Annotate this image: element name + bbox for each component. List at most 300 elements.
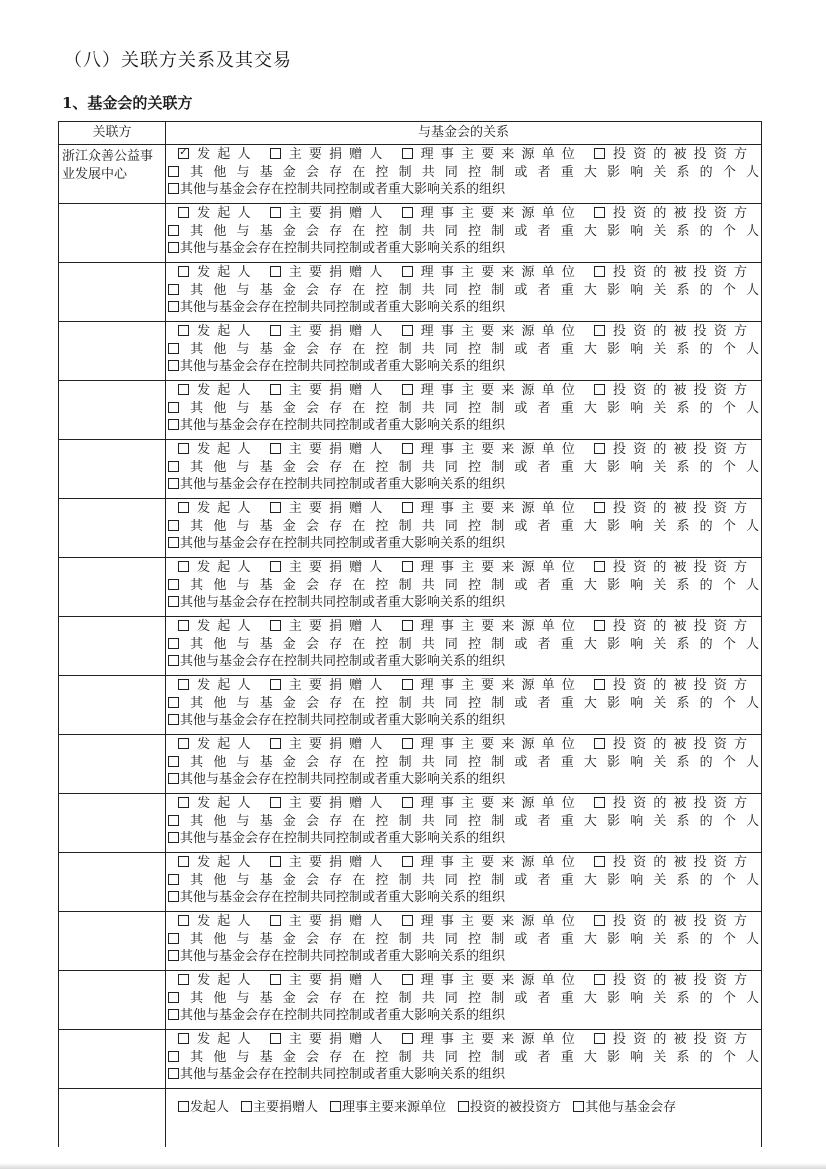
relation-option[interactable] xyxy=(168,342,759,357)
checkbox-icon[interactable] xyxy=(594,443,605,454)
checkbox-icon[interactable] xyxy=(168,301,179,312)
relation-option[interactable] xyxy=(270,973,390,988)
checkbox-icon[interactable] xyxy=(270,620,281,631)
checkbox-icon[interactable] xyxy=(168,520,179,531)
checkbox-icon[interactable] xyxy=(270,502,281,513)
relation-option[interactable] xyxy=(168,991,759,1006)
relation-option[interactable] xyxy=(168,1050,759,1065)
relation-option-label: 其他与基金会存在控制共同控制或者重大影响关系的组织 xyxy=(180,890,506,906)
relation-option-label: 其他与基金会存在控制共同控制或者重大影响关系的个人 xyxy=(180,695,759,711)
relation-option[interactable] xyxy=(402,973,582,988)
checkbox-icon[interactable] xyxy=(168,478,179,489)
relation-option-label: 其他与基金会存在控制共同控制或者重大影响关系的个人 xyxy=(180,518,759,534)
relation-option[interactable] xyxy=(402,855,582,870)
checkbox-icon[interactable] xyxy=(168,874,179,885)
checkbox-icon[interactable] xyxy=(270,797,281,808)
checkbox-icon[interactable] xyxy=(270,974,281,985)
relation-option-label: 主要捐赠人 xyxy=(281,560,390,575)
relation-option[interactable] xyxy=(270,678,390,693)
checkbox-icon[interactable] xyxy=(594,974,605,985)
related-party-cell xyxy=(59,617,166,676)
related-party-name xyxy=(59,558,165,561)
relation-option[interactable] xyxy=(178,265,258,280)
table-row xyxy=(59,322,762,381)
table-row xyxy=(59,440,762,499)
checkbox-icon[interactable] xyxy=(168,933,179,944)
relation-option-label: 投资的被投资方 xyxy=(605,973,747,988)
relation-option[interactable] xyxy=(402,265,582,280)
checkbox-icon[interactable] xyxy=(594,384,605,395)
relation-option-label: 投资的被投资方 xyxy=(605,265,747,280)
relation-option[interactable] xyxy=(270,501,390,516)
checkbox-icon[interactable] xyxy=(594,915,605,926)
checkbox-icon[interactable] xyxy=(168,284,179,295)
relation-option-label: 发起人 xyxy=(190,796,258,811)
relation-option[interactable] xyxy=(402,560,582,575)
relation-option-label: 其他与基金会存在控制共同控制或者重大影响关系的组织 xyxy=(180,654,506,670)
relation-option[interactable] xyxy=(168,713,505,728)
relation-option[interactable] xyxy=(168,873,759,888)
relation-option-label: 理事主要来源单位 xyxy=(413,206,582,221)
relation-option[interactable] xyxy=(168,949,505,964)
relation-option[interactable] xyxy=(402,324,582,339)
relation-option[interactable] xyxy=(270,914,390,929)
relation-option[interactable] xyxy=(594,973,747,988)
relation-option[interactable] xyxy=(178,1032,258,1047)
relation-option[interactable] xyxy=(168,477,505,492)
checkbox-icon[interactable] xyxy=(168,638,179,649)
relation-option[interactable] xyxy=(594,501,747,516)
relation-option[interactable] xyxy=(168,519,759,534)
relation-option-label: 理事主要来源单位 xyxy=(413,265,582,280)
relationship-cell xyxy=(166,676,762,735)
relation-option[interactable] xyxy=(594,442,747,457)
relationship-cell xyxy=(166,204,762,263)
relation-option[interactable] xyxy=(178,796,258,811)
relation-option[interactable] xyxy=(594,560,747,575)
relation-option[interactable] xyxy=(178,855,258,870)
relation-option[interactable] xyxy=(168,460,759,475)
relation-option-label: 理事主要来源单位 xyxy=(413,147,582,162)
checkbox-icon[interactable] xyxy=(168,773,179,784)
checkbox-icon[interactable] xyxy=(168,461,179,472)
relation-option[interactable] xyxy=(168,772,505,787)
checkbox-icon[interactable] xyxy=(168,714,179,725)
checkbox-icon[interactable] xyxy=(168,950,179,961)
checkbox-icon[interactable] xyxy=(168,992,179,1003)
relation-option-label: 其他与基金会存在控制共同控制或者重大影响关系的组织 xyxy=(180,300,506,316)
relation-option[interactable] xyxy=(178,324,258,339)
relation-option[interactable] xyxy=(178,442,258,457)
relation-option[interactable] xyxy=(168,637,759,652)
related-party-cell xyxy=(59,1030,166,1089)
relation-option-label: 发起人 xyxy=(190,855,258,870)
relation-option-label: 发起人 xyxy=(190,442,258,457)
relation-option-label: 其他与基金会存在控制共同控制或者重大影响关系的组织 xyxy=(180,713,506,729)
checkbox-icon[interactable] xyxy=(178,443,189,454)
relationship-cell xyxy=(166,440,762,499)
checkbox-icon[interactable] xyxy=(168,891,179,902)
relation-option-label: 其他与基金会存在控制共同控制或者重大影响关系的组织 xyxy=(180,1067,506,1083)
relation-option[interactable] xyxy=(270,796,390,811)
relation-option[interactable] xyxy=(168,578,759,593)
relation-option-label: 投资的被投资方 xyxy=(605,914,747,929)
relation-option-label: 主要捐赠人 xyxy=(281,619,390,634)
relation-option-label: 发起人 xyxy=(190,619,258,634)
relation-option-label: 投资的被投资方 xyxy=(605,442,747,457)
checkbox-icon[interactable] xyxy=(594,207,605,218)
relation-option-label: 投资的被投资方 xyxy=(605,678,747,693)
checkbox-icon[interactable] xyxy=(168,343,179,354)
relation-option[interactable] xyxy=(402,619,582,634)
relation-option[interactable] xyxy=(402,678,582,693)
relation-option-label: 发起人 xyxy=(190,206,258,221)
relation-option[interactable] xyxy=(168,536,505,551)
checkbox-icon[interactable] xyxy=(270,443,281,454)
relation-option[interactable] xyxy=(168,182,505,197)
checkbox-icon[interactable] xyxy=(270,148,281,159)
checkbox-icon[interactable] xyxy=(168,360,179,371)
relation-option[interactable] xyxy=(168,595,505,610)
relation-option[interactable] xyxy=(270,442,390,457)
relation-option[interactable] xyxy=(402,501,582,516)
relation-option[interactable] xyxy=(270,383,390,398)
relation-option[interactable] xyxy=(594,147,747,162)
checkbox-icon[interactable] xyxy=(168,402,179,413)
relation-option-label: 理事主要来源单位 xyxy=(413,1032,582,1047)
checkbox-icon[interactable] xyxy=(402,561,413,572)
checkbox-icon[interactable] xyxy=(402,266,413,277)
relation-option[interactable] xyxy=(270,265,390,280)
checkbox-icon[interactable] xyxy=(168,166,179,177)
relation-option-label: 发起人 xyxy=(190,973,258,988)
relation-option-label: 其他与基金会存在控制共同控制或者重大影响关系的组织 xyxy=(180,949,506,965)
checkbox-icon[interactable] xyxy=(168,596,179,607)
relation-option-label: 理事主要来源单位 xyxy=(413,737,582,752)
relation-option-label: 其他与基金会存在控制共同控制或者重大影响关系的个人 xyxy=(180,341,759,357)
relation-option[interactable] xyxy=(168,401,759,416)
relation-option[interactable] xyxy=(168,890,505,905)
relationship-cell xyxy=(166,381,762,440)
relation-option[interactable] xyxy=(241,1100,318,1115)
checkbox-icon[interactable] xyxy=(402,856,413,867)
checkbox-icon[interactable] xyxy=(168,832,179,843)
checkbox-icon[interactable] xyxy=(594,797,605,808)
checkbox-icon[interactable] xyxy=(178,679,189,690)
relation-option-label: 主要捐赠人 xyxy=(281,265,390,280)
checkbox-icon[interactable] xyxy=(594,738,605,749)
relation-option[interactable] xyxy=(594,206,747,221)
related-party-cell xyxy=(59,676,166,735)
checkbox-icon[interactable] xyxy=(270,207,281,218)
checkbox-icon[interactable] xyxy=(402,502,413,513)
relation-option[interactable] xyxy=(402,147,582,162)
related-party-name xyxy=(59,676,165,679)
relation-option-label: 其他与基金会存在控制共同控制或者重大影响关系的个人 xyxy=(180,990,759,1006)
checkbox-icon[interactable] xyxy=(594,620,605,631)
related-party-name xyxy=(59,381,165,384)
related-party-cell xyxy=(59,853,166,912)
checkbox-icon[interactable] xyxy=(168,242,179,253)
relation-option[interactable] xyxy=(594,914,747,929)
checkbox-icon[interactable] xyxy=(270,738,281,749)
checkbox-icon[interactable] xyxy=(178,915,189,926)
relation-option-label: 发起人 xyxy=(190,265,258,280)
relation-option[interactable] xyxy=(178,147,258,162)
relation-option-label: 其他与基金会存在控制共同控制或者重大影响关系的组织 xyxy=(180,536,506,552)
relation-option[interactable] xyxy=(594,737,747,752)
checkbox-icon[interactable] xyxy=(402,443,413,454)
related-party-name xyxy=(59,912,165,915)
checkbox-icon[interactable] xyxy=(458,1101,469,1112)
relation-option[interactable] xyxy=(270,855,390,870)
relation-option[interactable] xyxy=(402,206,582,221)
relation-option[interactable] xyxy=(168,831,505,846)
checkbox-icon[interactable] xyxy=(402,207,413,218)
relation-option[interactable] xyxy=(178,1100,229,1115)
checkbox-icon[interactable] xyxy=(270,561,281,572)
checkbox-icon[interactable] xyxy=(168,1009,179,1020)
checkbox-icon[interactable] xyxy=(178,384,189,395)
checkbox-icon[interactable] xyxy=(594,325,605,336)
relation-option-label: 投资的被投资方 xyxy=(605,383,747,398)
relation-option-label: 投资的被投资方 xyxy=(470,1100,562,1115)
checkbox-icon[interactable] xyxy=(402,148,413,159)
relation-option[interactable] xyxy=(594,678,747,693)
checkbox-icon[interactable] xyxy=(178,266,189,277)
table-row xyxy=(59,145,762,204)
relation-option[interactable] xyxy=(178,678,258,693)
relation-option[interactable] xyxy=(168,165,759,180)
relation-option[interactable] xyxy=(594,796,747,811)
relationship-cell xyxy=(166,853,762,912)
relation-option[interactable] xyxy=(168,654,505,669)
checkbox-icon[interactable] xyxy=(168,1068,179,1079)
checkbox-icon[interactable] xyxy=(402,384,413,395)
relation-option-label: 其他与基金会存在控制共同控制或者重大影响关系的组织 xyxy=(180,241,506,257)
relationship-cell xyxy=(166,1030,762,1089)
checkbox-icon[interactable] xyxy=(168,1051,179,1062)
checkbox-icon[interactable] xyxy=(402,974,413,985)
checkbox-icon[interactable] xyxy=(178,502,189,513)
relation-option[interactable] xyxy=(168,300,505,315)
relation-option[interactable] xyxy=(168,932,759,947)
checkbox-icon[interactable] xyxy=(168,537,179,548)
relation-option-label: 主要捐赠人 xyxy=(281,796,390,811)
relation-option[interactable] xyxy=(270,147,390,162)
checkbox-icon[interactable] xyxy=(178,207,189,218)
checkbox-icon[interactable] xyxy=(178,856,189,867)
relation-option[interactable] xyxy=(168,814,759,829)
relation-option-label: 理事主要来源单位 xyxy=(413,973,582,988)
table-row xyxy=(59,735,762,794)
relation-option[interactable] xyxy=(594,383,747,398)
relation-option[interactable] xyxy=(402,1032,582,1047)
relation-option[interactable] xyxy=(270,737,390,752)
relation-option-label: 理事主要来源单位 xyxy=(413,619,582,634)
checkbox-icon[interactable] xyxy=(402,797,413,808)
relation-option-label: 其他与基金会存在控制共同控制或者重大影响关系的个人 xyxy=(180,931,759,947)
relationship-cell xyxy=(166,1089,762,1148)
relation-option[interactable] xyxy=(573,1100,676,1115)
checkbox-icon[interactable] xyxy=(270,915,281,926)
relation-option-label: 主要捐赠人 xyxy=(281,383,390,398)
relation-option[interactable] xyxy=(594,855,747,870)
checkbox-icon[interactable] xyxy=(402,325,413,336)
relation-option[interactable] xyxy=(178,501,258,516)
relationship-cell xyxy=(166,322,762,381)
checkbox-icon[interactable] xyxy=(402,915,413,926)
checkbox-icon[interactable] xyxy=(594,856,605,867)
checked-checkbox-icon[interactable] xyxy=(178,148,189,159)
scan-edge xyxy=(0,1163,826,1169)
checkbox-icon[interactable] xyxy=(573,1101,584,1112)
relation-option[interactable] xyxy=(402,796,582,811)
checkbox-icon[interactable] xyxy=(168,756,179,767)
relation-option-label: 其他与基金会存在控制共同控制或者重大影响关系的个人 xyxy=(180,400,759,416)
relation-option[interactable] xyxy=(594,1032,747,1047)
related-party-cell xyxy=(59,912,166,971)
related-party-name xyxy=(59,1030,165,1033)
relation-option-label: 其他与基金会存在控制共同控制或者重大影响关系的个人 xyxy=(180,459,759,475)
relation-option[interactable] xyxy=(402,914,582,929)
relationship-cell xyxy=(166,145,762,204)
checkbox-icon[interactable] xyxy=(270,856,281,867)
relation-option[interactable] xyxy=(402,737,582,752)
checkbox-icon[interactable] xyxy=(594,1033,605,1044)
checkbox-icon[interactable] xyxy=(168,697,179,708)
checkbox-icon[interactable] xyxy=(402,1033,413,1044)
relation-option-label: 投资的被投资方 xyxy=(605,737,747,752)
related-party-cell xyxy=(59,145,166,204)
relation-option-label: 投资的被投资方 xyxy=(605,855,747,870)
table-row xyxy=(59,558,762,617)
relation-option[interactable] xyxy=(168,241,505,256)
relation-option-label: 发起人 xyxy=(190,147,258,162)
related-party-cell xyxy=(59,263,166,322)
table-row xyxy=(59,912,762,971)
related-party-name: 浙江众善公益事业发展中心 xyxy=(62,149,154,182)
checkbox-icon[interactable] xyxy=(178,738,189,749)
relation-option[interactable] xyxy=(168,1067,505,1082)
relation-option[interactable] xyxy=(178,560,258,575)
relation-option[interactable] xyxy=(270,560,390,575)
checkbox-icon[interactable] xyxy=(594,148,605,159)
relation-option[interactable] xyxy=(594,324,747,339)
relation-option[interactable] xyxy=(178,737,258,752)
relation-option-label: 主要捐赠人 xyxy=(281,678,390,693)
relation-option[interactable] xyxy=(270,619,390,634)
relationship-cell xyxy=(166,912,762,971)
relation-option[interactable] xyxy=(178,206,258,221)
checkbox-icon[interactable] xyxy=(168,579,179,590)
checkbox-icon[interactable] xyxy=(241,1101,252,1112)
relation-option[interactable] xyxy=(458,1100,561,1115)
relation-option[interactable] xyxy=(168,418,505,433)
relation-option[interactable] xyxy=(270,1032,390,1047)
relation-option-label: 发起人 xyxy=(190,560,258,575)
checkbox-icon[interactable] xyxy=(270,384,281,395)
table-row xyxy=(59,617,762,676)
related-party-name xyxy=(59,794,165,797)
checkbox-icon[interactable] xyxy=(402,679,413,690)
related-party-cell xyxy=(59,971,166,1030)
checkbox-icon[interactable] xyxy=(594,561,605,572)
relation-option[interactable] xyxy=(178,383,258,398)
relation-option[interactable] xyxy=(168,283,759,298)
relation-option[interactable] xyxy=(168,696,759,711)
relation-option[interactable] xyxy=(594,265,747,280)
relation-option-label: 投资的被投资方 xyxy=(605,501,747,516)
relation-option[interactable] xyxy=(168,1008,505,1023)
checkbox-icon[interactable] xyxy=(168,419,179,430)
related-party-cell xyxy=(59,735,166,794)
checkbox-icon[interactable] xyxy=(178,974,189,985)
relation-option-label: 其他与基金会存在控制共同控制或者重大影响关系的个人 xyxy=(180,813,759,829)
checkbox-icon[interactable] xyxy=(168,183,179,194)
relation-option[interactable] xyxy=(168,224,759,239)
relationship-cell xyxy=(166,735,762,794)
checkbox-icon[interactable] xyxy=(168,655,179,666)
relation-option[interactable] xyxy=(168,755,759,770)
checkbox-icon[interactable] xyxy=(402,620,413,631)
checkbox-icon[interactable] xyxy=(178,1033,189,1044)
relation-option-label: 其他与基金会存在控制共同控制或者重大影响关系的个人 xyxy=(180,754,759,770)
relation-option-label: 主要捐赠人 xyxy=(281,206,390,221)
relation-option[interactable] xyxy=(168,359,505,374)
relation-option[interactable] xyxy=(178,973,258,988)
relation-option[interactable] xyxy=(270,206,390,221)
checkbox-icon[interactable] xyxy=(178,561,189,572)
checkbox-icon[interactable] xyxy=(270,266,281,277)
relation-option[interactable] xyxy=(594,619,747,634)
relation-option[interactable] xyxy=(402,383,582,398)
relation-option-label: 主要捐赠人 xyxy=(281,1032,390,1047)
checkbox-icon[interactable] xyxy=(594,679,605,690)
relation-option-label: 其他与基金会存在控制共同控制或者重大影响关系的个人 xyxy=(180,282,759,298)
checkbox-icon[interactable] xyxy=(330,1101,341,1112)
header-relationship: 与基金会的关系 xyxy=(166,122,762,145)
relation-option[interactable] xyxy=(270,324,390,339)
checkbox-icon[interactable] xyxy=(168,225,179,236)
related-party-cell xyxy=(59,499,166,558)
table-row xyxy=(59,1030,762,1089)
checkbox-icon[interactable] xyxy=(594,266,605,277)
related-party-name xyxy=(59,322,165,325)
related-party-cell xyxy=(59,440,166,499)
relation-option-label: 理事主要来源单位 xyxy=(413,501,582,516)
checkbox-icon[interactable] xyxy=(594,502,605,513)
checkbox-icon[interactable] xyxy=(270,1033,281,1044)
checkbox-icon[interactable] xyxy=(402,738,413,749)
relation-option[interactable] xyxy=(178,619,258,634)
related-party-name xyxy=(59,735,165,738)
checkbox-icon[interactable] xyxy=(178,620,189,631)
relation-option-label: 理事主要来源单位 xyxy=(413,914,582,929)
checkbox-icon[interactable] xyxy=(178,797,189,808)
checkbox-icon[interactable] xyxy=(270,679,281,690)
relationship-cell xyxy=(166,971,762,1030)
relation-option[interactable] xyxy=(178,914,258,929)
table-header-row xyxy=(59,122,762,145)
relation-option-label: 发起人 xyxy=(190,383,258,398)
checkbox-icon[interactable] xyxy=(270,325,281,336)
checkbox-icon[interactable] xyxy=(178,325,189,336)
checkbox-icon[interactable] xyxy=(178,1101,189,1112)
relation-option[interactable] xyxy=(330,1100,446,1115)
relation-option[interactable] xyxy=(402,442,582,457)
checkbox-icon[interactable] xyxy=(168,815,179,826)
